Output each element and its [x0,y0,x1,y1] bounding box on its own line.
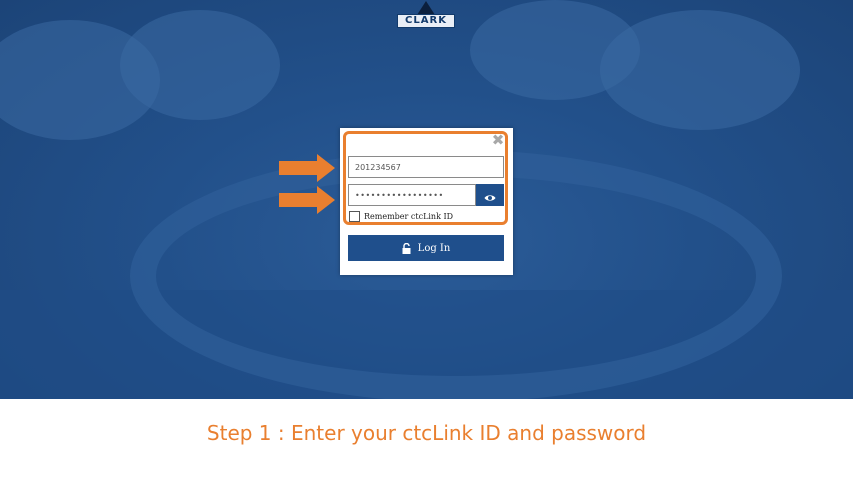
clark-logo [397,1,455,28]
password-input[interactable] [348,184,476,206]
arrow-pointer-password [279,186,335,214]
penguin-icon [417,1,435,15]
remember-label: Remember ctcLink ID [364,212,454,221]
remember-checkbox[interactable] [349,211,360,222]
ctclink-id-input[interactable] [348,156,504,178]
logo-text: CLARK [397,14,455,28]
unlock-icon [402,243,411,254]
step-instruction: Step 1 : Enter your ctcLink ID and password [206,421,647,445]
background-tree [120,10,280,120]
background-tree [600,10,800,130]
login-button-label: Log In [417,242,451,254]
arrow-pointer-id [279,154,335,182]
eye-icon [484,192,496,204]
close-icon[interactable]: ✖ [491,131,505,149]
login-button[interactable] [348,235,504,261]
show-password-button[interactable] [476,184,504,206]
